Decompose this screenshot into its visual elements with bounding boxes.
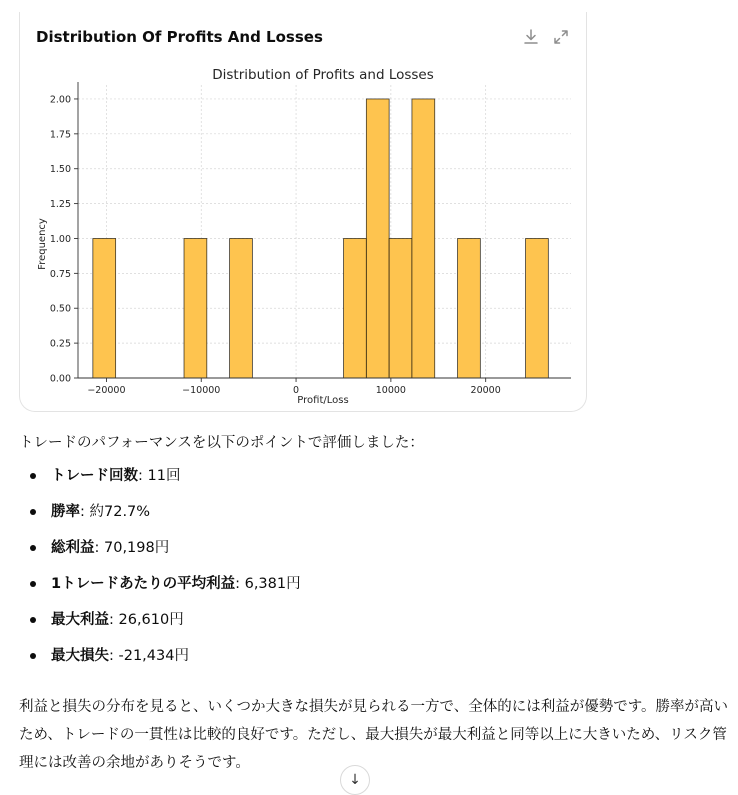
y-tick-label: 0.50 bbox=[49, 303, 71, 315]
stat-value: : 11回 bbox=[138, 468, 181, 484]
y-tick-label: 1.50 bbox=[49, 164, 71, 176]
histogram-bar bbox=[366, 99, 389, 378]
stat-value: : 6,381円 bbox=[235, 576, 301, 592]
histogram-bar bbox=[230, 238, 253, 378]
stat-label: トレード回数 bbox=[51, 468, 138, 484]
stats-list bbox=[19, 458, 301, 674]
histogram-bar bbox=[93, 238, 116, 378]
histogram-bar bbox=[389, 238, 412, 378]
stat-label: 最大損失 bbox=[51, 648, 109, 664]
stat-value: : 70,198円 bbox=[94, 540, 170, 556]
y-tick-label: 0.00 bbox=[49, 373, 71, 385]
axes bbox=[50, 82, 571, 396]
y-tick-label: 0.75 bbox=[49, 268, 71, 280]
list-item bbox=[19, 530, 301, 566]
histogram-bar bbox=[184, 238, 207, 378]
list-item bbox=[19, 602, 301, 638]
x-axis-label: Profit/Loss bbox=[297, 395, 349, 406]
histogram-chart bbox=[20, 12, 588, 412]
y-tick-label: 1.00 bbox=[49, 233, 71, 245]
histogram-bar bbox=[458, 238, 481, 378]
x-tick-label: 20000 bbox=[470, 385, 501, 396]
list-item bbox=[19, 458, 301, 494]
stat-value: : -21,434円 bbox=[109, 648, 189, 664]
stat-label: 最大利益 bbox=[51, 612, 109, 628]
card-title: Distribution Of Profits And Losses bbox=[36, 28, 323, 46]
histogram-bar bbox=[412, 99, 435, 378]
y-tick-label: 1.25 bbox=[49, 199, 71, 211]
x-tick-label: −10000 bbox=[182, 385, 221, 396]
x-tick-label: −20000 bbox=[87, 385, 126, 396]
stat-label: 総利益 bbox=[51, 540, 95, 556]
stat-label: 1トレードあたりの平均利益 bbox=[51, 576, 236, 592]
y-tick-label: 2.00 bbox=[49, 94, 71, 106]
x-tick-label: 0 bbox=[293, 385, 300, 396]
y-axis-label: Frequency bbox=[37, 218, 48, 270]
grid-lines bbox=[78, 85, 571, 378]
list-item bbox=[19, 566, 301, 602]
analysis-paragraph: 利益と損失の分布を見ると、いくつか大きな損失が見られる一方で、全体的には利益が優勢です。勝率が高いため、トレードの一貫性は比較的良好です。ただし、最大損失が最大利益と同等以上に大きいため、リスク管理には改善の余地がありそうです。 bbox=[19, 699, 729, 771]
chart-title: Distribution of Profits and Losses bbox=[212, 67, 434, 83]
chart-card bbox=[19, 12, 587, 412]
histogram-bar bbox=[344, 238, 367, 378]
histogram-bar bbox=[526, 238, 549, 378]
arrow-down-icon: ↓ bbox=[349, 772, 361, 788]
y-tick-label: 0.25 bbox=[49, 338, 71, 350]
stat-value: : 約72.7% bbox=[80, 504, 151, 520]
summary-intro: トレードのパフォーマンスを以下のポイントで評価しました： bbox=[19, 435, 424, 451]
scroll-to-bottom-button[interactable] bbox=[340, 765, 370, 795]
x-tick-label: 10000 bbox=[375, 385, 406, 396]
y-tick-label: 1.75 bbox=[49, 129, 71, 141]
stat-label: 勝率 bbox=[51, 504, 80, 520]
list-item bbox=[19, 638, 301, 674]
list-item bbox=[19, 494, 301, 530]
bars bbox=[93, 99, 548, 378]
stat-value: : 26,610円 bbox=[109, 612, 184, 628]
